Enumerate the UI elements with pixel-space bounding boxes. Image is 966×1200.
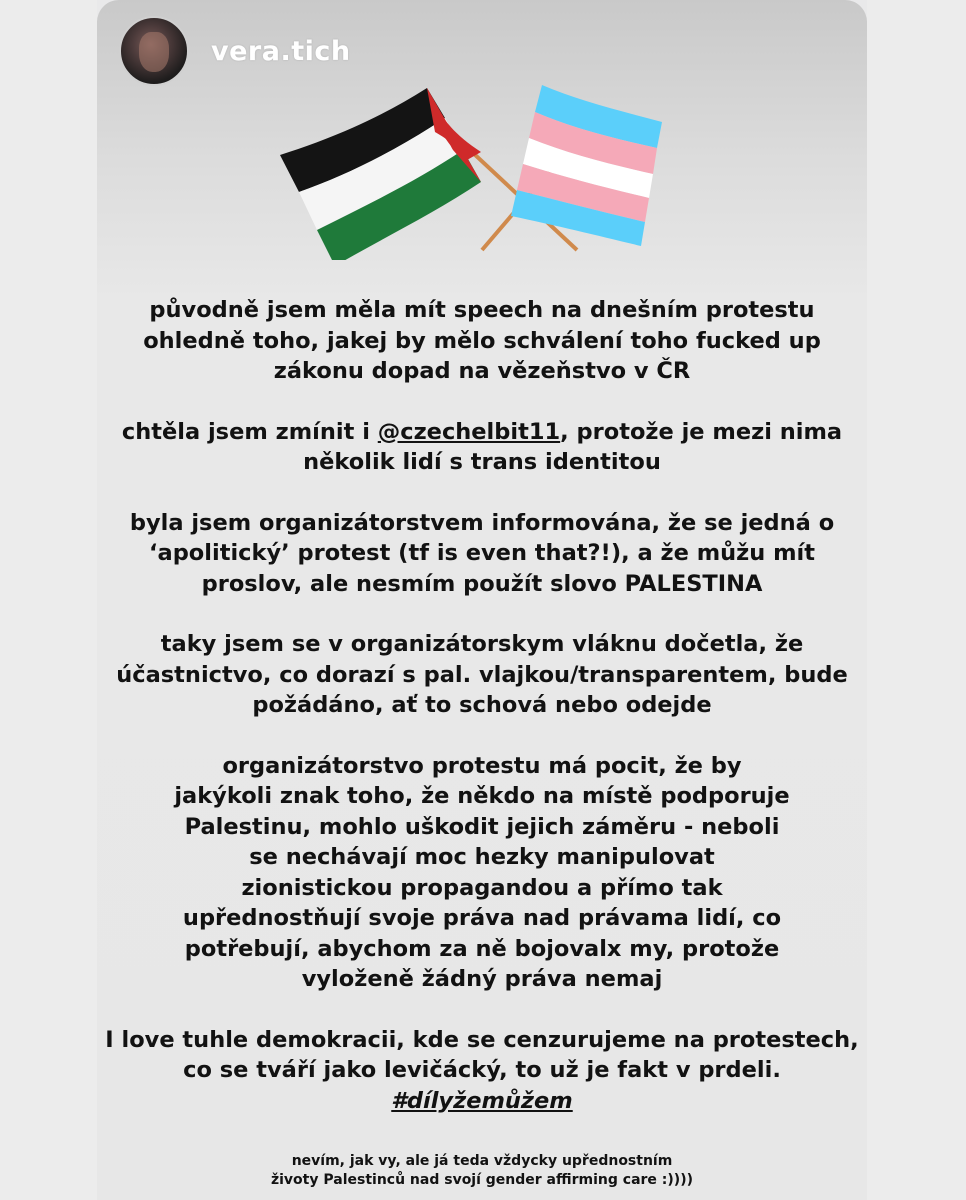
paragraph-5: organizátorstvo protestu má pocit, že by jakýkoli znak toho, že někdo na místě podporuje Palestinu, mohlo uškodit jejich záměru - neboli se nechávají moc hezky manipulovat zionistickou propagandou a přímo tak upřednostňují svoje práva nad právama lidí, co potřebují, abychom za ně bojovalx my, protože vyloženě žádný práva nemaj — [174, 752, 790, 992]
story-text — [97, 295, 867, 1190]
paragraph-6 — [97, 1025, 867, 1117]
username[interactable]: vera.tich — [211, 35, 351, 67]
paragraph-3: byla jsem organizátorstvem informována, že se jedná o ‘apolitický’ protest (tf is even that?!), a že můžu mít proslov, ale nesmím použít slovo PALESTINA — [129, 509, 835, 597]
paragraph-6-text: I love tuhle demokracii, kde se cenzurujeme na protestech, co se tváří jako levičácký, to už je fakt v prdeli. — [105, 1026, 859, 1083]
footnote: nevím, jak vy, ale já teda vždycky upřednostním životy Palestinců nad svojí gender affirming care :)))) — [270, 1153, 693, 1188]
hashtag-link[interactable]: #dílyžemůžem — [391, 1087, 573, 1114]
paragraph-2-after: , protože je mezi nima několik lidí s trans identitou — [303, 418, 843, 475]
paragraph-2 — [97, 417, 867, 478]
transgender-flag — [511, 85, 662, 246]
mention-link[interactable]: @czechelbit11 — [377, 418, 561, 445]
paragraph-2-before: chtěla jsem zmínit i — [121, 418, 378, 445]
paragraph-4: taky jsem se v organizátorskym vláknu dočetla, že účastnictvo, co dorazí s pal. vlajkou/transparentem, bude požádáno, ať to schová nebo odejde — [116, 631, 848, 718]
crossed-flags-icon — [277, 80, 677, 260]
background-right — [867, 0, 966, 1200]
paragraph-1: původně jsem měla mít speech na dnešním protestu ohledně toho, jakej by mělo schválení toho fucked up zákonu dopad na vězeňstvo v ČR — [143, 297, 821, 384]
palestine-flag — [280, 88, 481, 260]
background-left — [0, 0, 97, 1200]
story-header — [119, 16, 351, 86]
story-card — [97, 0, 867, 1200]
avatar[interactable] — [119, 16, 189, 86]
